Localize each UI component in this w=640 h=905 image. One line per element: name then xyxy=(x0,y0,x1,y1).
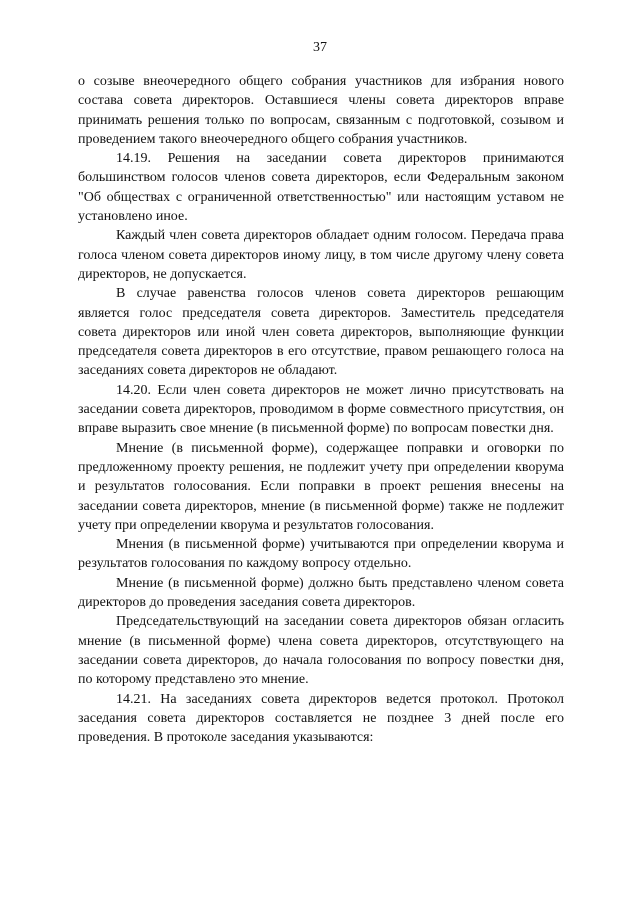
paragraph-7: Мнения (в письменной форме) учитываются при определении кворума и результатов голосования по каждому вопросу отдельно. xyxy=(78,537,564,572)
paragraph-4: В случае равенства голосов членов совета директоров решающим является голос председателя совета директоров. Заместитель председателя совета директоров или иной член совета директоров, выполняющие функции председателя совета директоров в его отсутствие, правом решающего голоса на заседаниях совета директоров не обладают. xyxy=(78,286,564,379)
paragraph-1: о созыве внеочередного общего собрания участников для избрания нового состава совета директоров. Оставшиеся члены совета директоров вправе принимать решения только по вопросам, связанным с подготовкой, созывом и проведением такого внеочередного общего собрания участников. xyxy=(78,74,564,147)
paragraph-2: 14.19. Решения на заседании совета директоров принимаются большинством голосов членов совета директоров, если Федеральным законом "Об обществах с ограниченной ответственностью" или настоящим уставом не установлено иное. xyxy=(78,151,564,225)
paragraph-10: 14.21. На заседаниях совета директоров ведется протокол. Протокол заседания совета директоров составляется не позднее 3 дней после его проведения. В протоколе заседания указываются: xyxy=(78,691,564,746)
document-body xyxy=(78,72,564,747)
paragraph-6: Мнение (в письменной форме), содержащее поправки и оговорки по предложенному проекту решения, не подлежит учету при определении кворума и результатов голосования. Если поправки в проект решения внесены на заседании совета директоров, мнение (в письменной форме) также не подлежит учету при определении кворума и результатов голосования. xyxy=(78,440,564,533)
page-number: 37 xyxy=(313,40,327,55)
paragraph-8: Мнение (в письменной форме) должно быть представлено членом совета директоров до проведения заседания совета директоров. xyxy=(78,575,564,611)
paragraph-3: Каждый член совета директоров обладает одним голосом. Передача права голоса членом совета директоров иному лицу, в том числе другому члену совета директоров, не допускается. xyxy=(78,228,564,282)
paragraph-5: 14.20. Если член совета директоров не может лично присутствовать на заседании совета директоров, проводимом в форме совместного присутствия, он вправе выразить свое мнение (в письменной форме) по вопросам повестки дня. xyxy=(78,382,564,437)
paragraph-9: Председательствующий на заседании совета директоров обязан огласить мнение (в письменной форме) члена совета директоров, отсутствующего на заседании совета директоров, до начала голосования по вопросу повестки дня, по которому представлено это мнение. xyxy=(78,614,564,688)
